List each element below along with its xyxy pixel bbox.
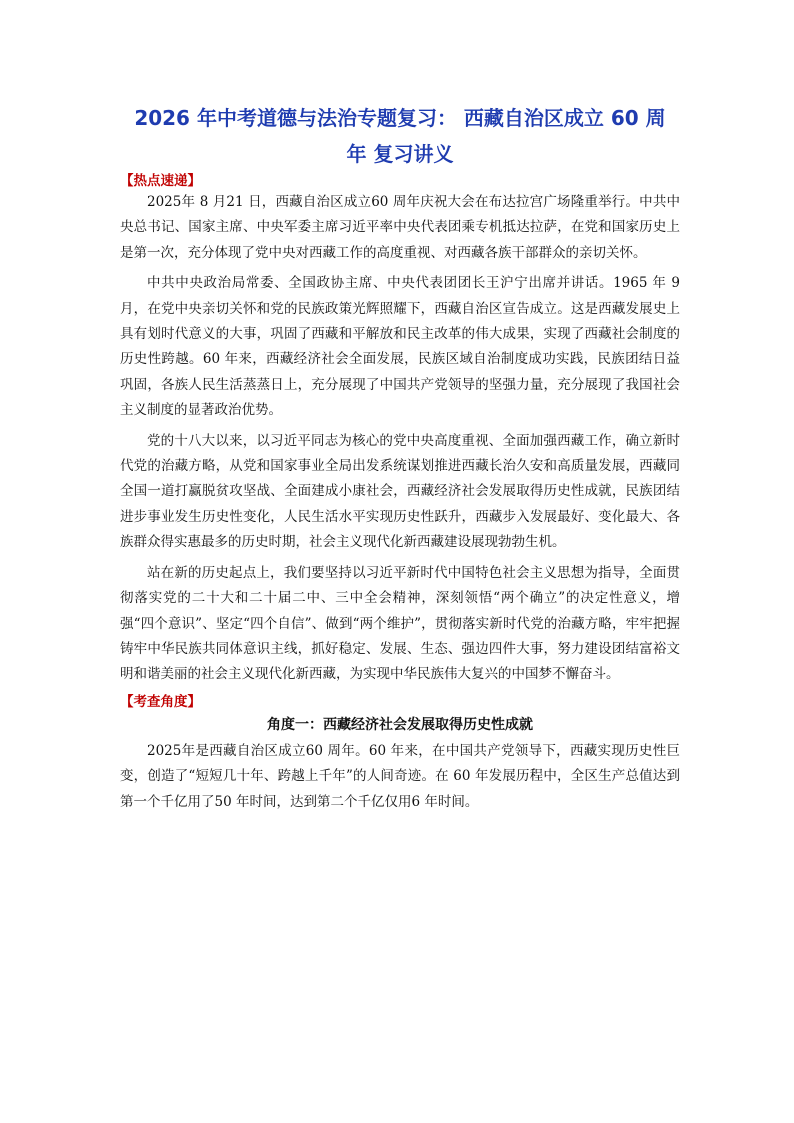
document-title — [120, 100, 680, 172]
hot-news-paragraph-4: 站在新的历史起点上，我们要坚持以习近平新时代中国特色社会主义思想为指导，全面贯彻落实党的二十大和二十届二中、三中全会精神，深刻领悟“两个确立”的决定性意义，增强“四个意识”、坚定“四个自信”、做到“两个维护”，贯彻落实新时代党的治藏方略，牢牢把握铸牢中华民族共同体意识主线，抓好稳定、发展、生态、强边四件大事，努力建设团结富裕文明和谐美丽的社会主义现代化新西藏，为实现中华民族伟大复兴的中国梦不懈奋斗。 — [120, 564, 680, 683]
hot-news-paragraph-1: 2025年 8 月21 日，西藏自治区成立60 周年庆祝大会在布达拉宫广场隆重举行。中共中央总书记、国家主席、中央军委主席习近平率中央代表团乘专机抵达拉萨，在党和国家历史上是第一次，充分体现了党中央对西藏工作的高度重视、对西藏各族干部群众的亲切关怀。 — [120, 194, 680, 261]
section-label-exam-angle: 【考查角度】 — [120, 693, 201, 710]
title-line-2: 年 复习讲义 — [346, 142, 454, 166]
angle-1-paragraph-1: 2025年是西藏自治区成立60 周年。60 年来，在中国共产党领导下，西藏实现历史性巨变，创造了“短短几十年、跨越上千年”的人间奇迹。在 60 年发展历程中，全区生产总值达到第一个千亿用了50 年时间，达到第二个千亿仅用6 年时间。 — [120, 742, 680, 810]
angle-1-heading: 角度一：西藏经济社会发展取得历史性成就 — [267, 716, 533, 733]
title-line-1: 2026 年中考道德与法治专题复习： 西藏自治区成立 60 周 — [134, 106, 666, 130]
document-page — [120, 100, 680, 820]
hot-news-paragraph-3: 党的十八大以来，以习近平同志为核心的党中央高度重视、全面加强西藏工作，确立新时代党的治藏方略，从党和国家事业全局出发系统谋划推进西藏长治久安和高质量发展，西藏同全国一道打赢脱贫攻坚战、全面建成小康社会，西藏经济社会发展取得历史性成就，民族团结进步事业发生历史性变化，人民生活水平实现历史性跃升，西藏步入发展最好、变化最大、各族群众得实惠最多的历史时期，社会主义现代化新西藏建设展现勃勃生机。 — [120, 432, 680, 551]
hot-news-paragraph-2: 中共中央政治局常委、全国政协主席、中央代表团团长王沪宁出席并讲话。1965 年 9 月，在党中央亲切关怀和党的民族政策光辉照耀下，西藏自治区宣告成立。这是西藏发展史上具有划时代意义的大事，巩固了西藏和平解放和民主改革的伟大成果，实现了西藏社会制度的历史性跨越。60 年来，西藏经济社会全面发展，民族区域自治制度成功实践，民族团结日益巩固，各族人民生活蒸蒸日上，充分展现了中国共产党领导的坚强力量，充分展现了我国社会主义制度的显著政治优势。 — [120, 275, 680, 419]
section-label-hot-news: 【热点速递】 — [120, 173, 201, 189]
